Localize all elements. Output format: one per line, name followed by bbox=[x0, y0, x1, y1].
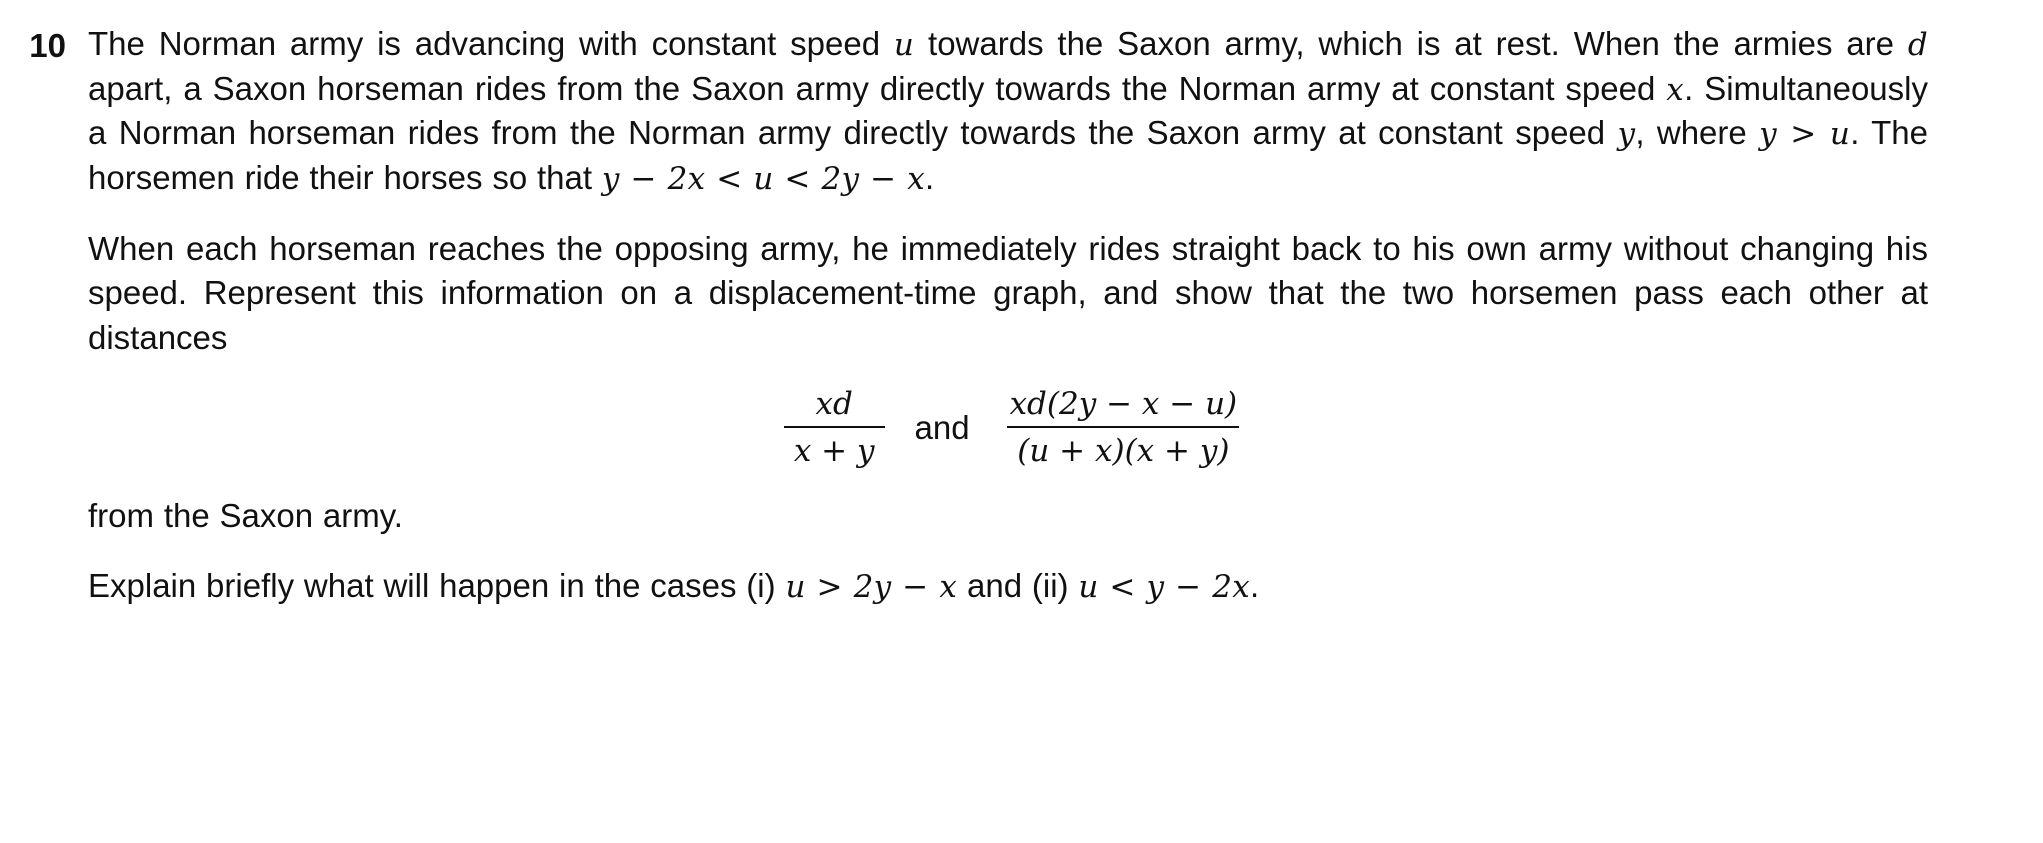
question-body bbox=[88, 22, 1943, 609]
p1-segment-6: . The horsemen ride their horses so that bbox=[88, 114, 1928, 197]
paragraph-4 bbox=[88, 564, 1928, 609]
variable-d: d bbox=[1907, 27, 1928, 63]
p1-segment-4: . Simultaneously a Norman horseman rides from the Norman army directly towards the Saxon army at constant speed bbox=[88, 69, 1928, 152]
p4-segment-3: . bbox=[1250, 567, 1260, 605]
p1-segment-3: apart, a Saxon horseman rides from the Saxon army directly towards the Norman army at constant speed bbox=[88, 69, 1667, 107]
displayed-equation bbox=[88, 386, 1943, 470]
paragraph-2: When each horseman reaches the opposing army, he immediately rides straight back to his own army without changing his speed. Represent this information on a displacement-time graph, and show that the two horsemen pass each other at distances bbox=[88, 229, 1928, 356]
fraction-second-denominator: (u + x)(x + y) bbox=[1007, 426, 1239, 470]
p4-segment-1: Explain briefly what will happen in the cases (i) bbox=[88, 567, 786, 605]
p4-segment-2: and (ii) bbox=[957, 567, 1079, 605]
fraction-first bbox=[784, 386, 885, 470]
variable-y: y bbox=[1617, 116, 1636, 153]
question-number: 10 bbox=[29, 27, 66, 64]
inequality-y-gt-u: y > u bbox=[1759, 116, 1851, 153]
case-ii-condition: u < y − 2x bbox=[1078, 569, 1251, 606]
p1-segment-7: . bbox=[925, 159, 935, 197]
variable-u: u bbox=[893, 27, 915, 63]
equation-conjunction: and bbox=[914, 408, 970, 446]
paragraph-3: from the Saxon army. bbox=[88, 497, 403, 535]
fraction-second bbox=[1000, 386, 1248, 470]
inequality-speed-condition: y − 2x < u < 2y − x bbox=[601, 161, 926, 198]
fraction-first-numerator: xd bbox=[815, 385, 853, 422]
variable-x: x bbox=[1666, 71, 1685, 108]
paragraph-1 bbox=[88, 22, 1928, 201]
case-i-condition: u > 2y − x bbox=[785, 569, 958, 606]
fraction-first-denominator: x + y bbox=[784, 426, 885, 470]
fraction-second-numerator: xd(2y − x − u) bbox=[1009, 385, 1238, 422]
p1-segment-1: The Norman army is advancing with constant speed bbox=[88, 25, 894, 62]
question-block bbox=[0, 22, 2043, 609]
p1-segment-2: towards the Saxon army, which is at rest. When the armies are bbox=[914, 25, 1908, 62]
p1-segment-5: , where bbox=[1635, 114, 1760, 152]
